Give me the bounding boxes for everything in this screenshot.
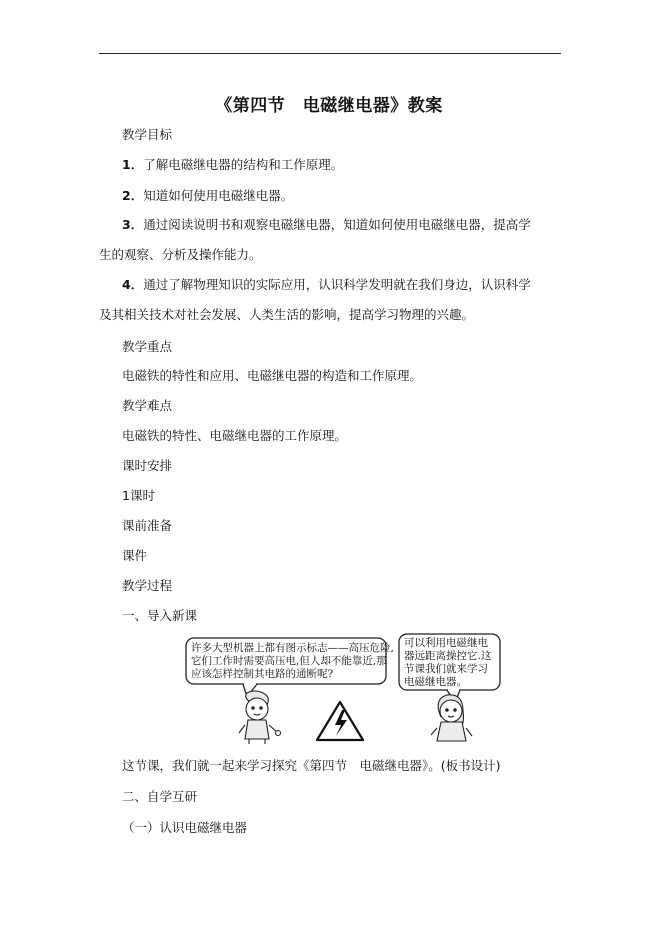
header-rule — [99, 53, 561, 54]
preparation-text: 课件 — [122, 548, 148, 563]
right-bubble-line-2: 器远距离操控它.这 — [404, 650, 492, 662]
right-bubble-line-3: 节课我们就来学习 — [404, 663, 488, 675]
difficulties-text: 电磁铁的特性、电磁继电器的工作原理。 — [122, 428, 348, 443]
objective-2-text: 知道如何使用电磁继电器。 — [143, 188, 294, 203]
right-bubble-line-4: 电磁继电器。 — [404, 676, 467, 688]
key-points-text: 电磁铁的特性和应用、电磁继电器的构造和工作原理。 — [122, 368, 423, 383]
right-bubble-line-1: 可以利用电磁继电 — [404, 637, 488, 649]
schedule-text: 1课时 — [122, 488, 155, 503]
page-title: 《第四节 电磁继电器》教案 — [215, 96, 443, 116]
high-voltage-warning-icon — [317, 702, 363, 740]
left-bubble-line-2: 它们工作时需要高压电,但人却不能靠近,那 — [191, 655, 387, 667]
section-heading-preparation: 课前准备 — [122, 518, 173, 533]
objective-1-text: 了解电磁继电器的结构和工作原理。 — [143, 157, 344, 172]
intro-illustration-svg — [185, 633, 502, 745]
objective-1 — [122, 157, 343, 173]
objective-2 — [122, 188, 293, 204]
objective-4-number: 4． — [122, 277, 144, 292]
section-heading-difficulties: 教学难点 — [122, 398, 173, 413]
left-bubble-line-1: 许多大型机器上都有图示标志——高压危险, — [191, 642, 394, 654]
girl-figure — [431, 695, 472, 741]
section-heading-process: 教学过程 — [122, 578, 173, 593]
objective-4 — [99, 270, 539, 330]
objective-3 — [99, 210, 539, 270]
section-heading-key-points: 教学重点 — [122, 339, 173, 354]
intro-illustration — [185, 633, 502, 745]
objective-2-number: 2． — [122, 188, 144, 203]
intro-summary: 这节课，我们就一起来学习探究《第四节 电磁继电器》。(板书设计) — [122, 758, 501, 773]
subsection-heading-1: （一）认识电磁继电器 — [122, 820, 248, 835]
process-step-1: 一、导入新课 — [122, 608, 198, 623]
boy-figure — [239, 691, 281, 744]
objective-3-text: 通过阅读说明书和观察电磁继电器，知道如何使用电磁继电器，提高学生的观察、分析及操作能力。 — [99, 217, 531, 262]
process-step-2: 二、自学互研 — [122, 789, 198, 804]
objective-1-number: 1． — [122, 157, 144, 172]
section-heading-schedule: 课时安排 — [122, 458, 173, 473]
section-heading-objectives: 教学目标 — [122, 127, 173, 142]
objective-3-number: 3． — [122, 217, 144, 232]
left-bubble-line-3: 应该怎样控制其电路的通断呢? — [191, 668, 334, 680]
objective-4-text: 通过了解物理知识的实际应用，认识科学发明就在我们身边，认识科学及其相关技术对社会发展、人类生活的影响，提高学习物理的兴趣。 — [99, 277, 531, 322]
